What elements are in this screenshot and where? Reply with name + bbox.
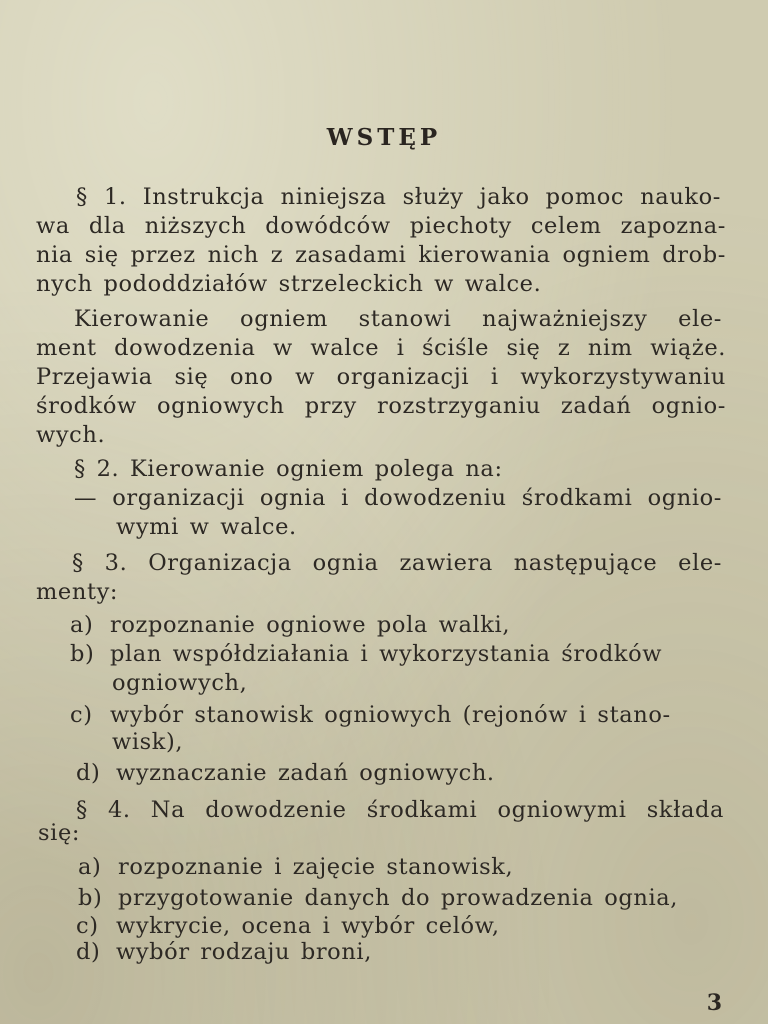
list-marker: b) [70, 641, 95, 667]
paragraph-2-line-3: Przejawia się ono w organizacji i wykorzystywaniu [36, 364, 726, 390]
paragraph-1-line-2: wa dla niższych dowódców piechoty celem zapozna- [36, 213, 726, 239]
list-item-text: przygotowanie danych do prowadzenia ognia, [118, 885, 679, 911]
list-item-text: wybór rodzaju broni, [116, 939, 372, 965]
list-marker: c) [76, 913, 99, 939]
list-item [70, 640, 724, 669]
paragraph-1-line-3: nia się przez nich z zasadami kierowania ogniem drob- [36, 242, 726, 268]
list-marker: a) [78, 854, 102, 880]
list-item-continuation: ogniowych, [112, 670, 248, 696]
paragraph-2-line-2: ment dowodzenia w walce i ściśle się z nim wiąże. [36, 335, 726, 361]
paragraph-2-line-1: Kierowanie ogniem stanowi najważniejszy ele- [74, 306, 722, 332]
paragraph-3-dash-line-1: — organizacji ognia i dowodzeniu środkami ognio- [74, 485, 722, 511]
list-item [78, 884, 678, 913]
list-item-text: plan współdziałania i wykorzystania środków [110, 641, 663, 667]
list-item [76, 938, 372, 967]
list-marker: d) [76, 939, 101, 965]
paragraph-5-line-2: się: [38, 820, 81, 846]
paragraph-2-line-5: wych. [36, 422, 106, 448]
paragraph-5-line-1: § 4. Na dowodzenie środkami ogniowymi składa [76, 797, 724, 823]
paragraph-4-line-2: menty: [36, 579, 119, 605]
list-item-text: rozpoznanie i zajęcie stanowisk, [118, 854, 514, 880]
paragraph-4-line-1: § 3. Organizacja ognia zawiera następujące ele- [72, 550, 722, 576]
page-title: WSTĘP [326, 124, 442, 151]
list-item-text: rozpoznanie ogniowe pola walki, [110, 612, 511, 638]
paragraph-1-line-4: nych pododdziałów strzeleckich w walce. [36, 271, 542, 297]
list-item [76, 759, 495, 788]
list-item [70, 611, 510, 640]
list-item-continuation: wisk), [112, 729, 184, 755]
list-item [78, 853, 513, 882]
list-item-text: wybór stanowisk ogniowych (rejonów i stano- [110, 702, 671, 728]
list-item [76, 912, 500, 941]
list-marker: b) [78, 885, 103, 911]
list-marker: d) [76, 760, 101, 786]
list-item-text: wykrycie, ocena i wybór celów, [116, 913, 500, 939]
list-item [70, 701, 671, 730]
paragraph-3-dash-line-2: wymi w walce. [116, 514, 297, 540]
paragraph-2-line-4: środków ogniowych przy rozstrzyganiu zadań ognio- [36, 393, 726, 419]
list-item-text: wyznaczanie zadań ogniowych. [116, 760, 495, 786]
paragraph-3-line-1: § 2. Kierowanie ogniem polega na: [74, 456, 503, 482]
paragraph-1-line-1: § 1. Instrukcja niniejsza służy jako pomoc nauko- [76, 184, 721, 210]
list-marker: c) [70, 702, 93, 728]
list-marker: a) [70, 612, 94, 638]
page-number: 3 [706, 990, 722, 1016]
